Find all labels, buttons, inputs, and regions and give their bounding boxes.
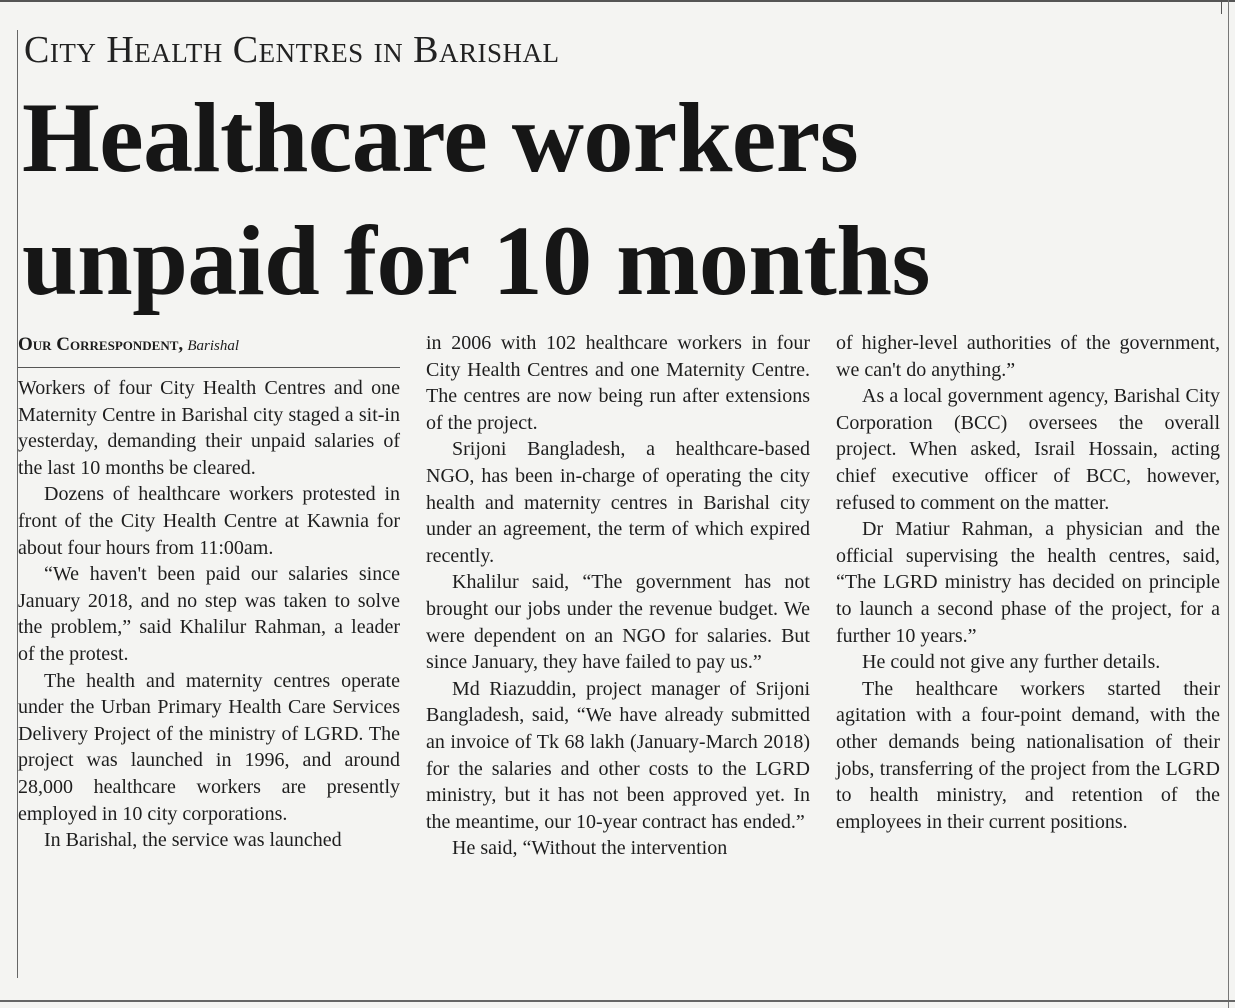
paragraph: Dozens of healthcare workers protested in front of the City Health Centre at Kawnia for about four hours from 11:00am.	[18, 483, 400, 559]
paragraph: “We haven't been paid our salaries since January 2018, and no step was taken to solve the problem,” said Khalilur Rahman, a leader of the protest.	[18, 563, 400, 665]
paragraph: of higher-level authorities of the government, we can't do anything.”	[836, 332, 1220, 381]
article-column-3	[836, 330, 1220, 835]
paragraph: Dr Matiur Rahman, a physician and the official supervising the health centres, said, “The LGRD ministry has decided on principle to launch a second phase of the project, for a further 10 years.”	[836, 518, 1220, 647]
paragraph: The health and maternity centres operate under the Urban Primary Health Care Services Delivery Project of the ministry of LGRD. The project was launched in 1996, and around 28,000 healthcare workers are presently employed in 10 city corporations.	[18, 669, 400, 825]
paragraph: The healthcare workers started their agitation with a four-point demand, with the other demands being nationalisation of their jobs, transferring of the project from the LGRD to health ministry, and retention of the employees in their current positions.	[836, 677, 1220, 833]
paragraph: He could not give any further details.	[862, 651, 1161, 674]
byline-rule	[18, 367, 400, 368]
headline	[22, 76, 1182, 322]
headline-line-1: Healthcare workers	[22, 82, 859, 193]
byline-name: Our Correspondent,	[18, 334, 184, 355]
paragraph: Workers of four City Health Centres and one Maternity Centre in Barishal city staged a sit-in yesterday, demanding their unpaid salaries of the last 10 months be cleared.	[18, 377, 400, 479]
paragraph: Srijoni Bangladesh, a healthcare-based NGO, has been in-charge of operating the city health and maternity centres in Barishal city under an agreement, the term of which expired recently.	[426, 438, 810, 567]
kicker-title: City Health Centres in Barishal	[24, 29, 560, 71]
byline	[18, 334, 398, 357]
paragraph: in 2006 with 102 healthcare workers in four City Health Centres and one Maternity Centre. The centres are now being run after extensions of the project.	[426, 332, 810, 434]
article-column-1	[18, 375, 400, 854]
frame-bottom-rule	[0, 1000, 1235, 1002]
frame-corner-tick	[1221, 0, 1222, 14]
article-column-2	[426, 330, 810, 862]
paragraph: Md Riazuddin, project manager of Srijoni Bangladesh, said, “We have already submitted an invoice of Tk 68 lakh (January-March 2018) for the salaries and other costs to the LGRD ministry, but it has not been approved yet. In the meantime, our 10-year contract has ended.”	[426, 677, 810, 833]
paragraph: In Barishal, the service was launched	[44, 829, 342, 852]
paragraph: He said, “Without the intervention	[452, 837, 728, 860]
headline-line-2: unpaid for 10 months	[22, 205, 930, 316]
paragraph: As a local government agency, Barishal City Corporation (BCC) oversees the overall project. When asked, Israil Hossain, acting chief executive officer of BCC, however, refused to comment on the matter.	[836, 385, 1220, 514]
frame-right-rule	[1228, 0, 1229, 1008]
frame-top-rule	[0, 0, 1235, 2]
paragraph: Khalilur said, “The government has not brought our jobs under the revenue budget. We were dependent on an NGO for salaries. But since January, they have failed to pay us.”	[426, 571, 810, 674]
byline-place: Barishal	[187, 338, 240, 354]
